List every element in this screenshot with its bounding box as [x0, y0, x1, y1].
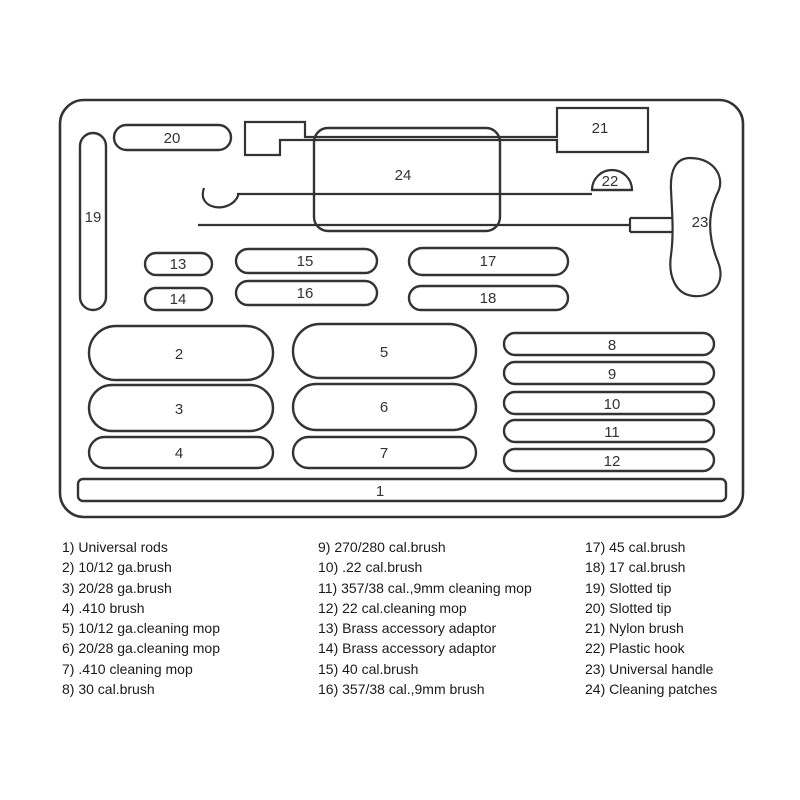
legend-item: 14) Brass accessory adaptor	[318, 640, 497, 657]
slot-16-number: 16	[296, 285, 314, 302]
legend-item: 8) 30 cal.brush	[62, 681, 155, 698]
slot-1-number: 1	[375, 483, 385, 500]
legend-column-1	[62, 537, 220, 699]
legend-item: 5) 10/12 ga.cleaning mop	[62, 620, 220, 637]
legend-item: 17) 45 cal.brush	[585, 539, 686, 555]
slot-19-number: 19	[84, 209, 102, 226]
legend-item: 1) Universal rods	[62, 539, 168, 555]
slot-7-number: 7	[379, 445, 389, 462]
legend-column-3	[585, 537, 717, 699]
slot-5-number: 5	[379, 344, 389, 361]
legend-item: 22) Plastic hook	[585, 640, 685, 657]
slot-23-number: 23	[691, 214, 709, 231]
slot-12-number: 12	[603, 453, 621, 470]
legend-item: 10) .22 cal.brush	[318, 559, 423, 576]
legend-item: 9) 270/280 cal.brush	[318, 539, 446, 555]
legend-item: 13) Brass accessory adaptor	[318, 620, 497, 637]
legend-item: 3) 20/28 ga.brush	[62, 579, 172, 596]
legend-item: 7) .410 cleaning mop	[62, 660, 193, 677]
slot-17-number: 17	[479, 253, 497, 270]
legend-item: 23) Universal handle	[585, 660, 714, 677]
slot-8-number: 8	[607, 337, 617, 354]
slot-10-number: 10	[603, 396, 621, 413]
slot-4-number: 4	[174, 445, 184, 462]
slot-9-number: 9	[607, 366, 617, 383]
legend-item: 6) 20/28 ga.cleaning mop	[62, 640, 220, 657]
slot-22-number: 22	[601, 173, 619, 190]
slot-20-number: 20	[163, 130, 181, 147]
legend-item: 15) 40 cal.brush	[318, 660, 419, 677]
slot-21-number: 21	[591, 120, 609, 137]
slot-11-number: 11	[604, 424, 620, 441]
legend-item: 21) Nylon brush	[585, 620, 684, 637]
legend-column-2	[318, 537, 532, 699]
slot-1	[78, 479, 726, 501]
slot-13-number: 13	[169, 256, 187, 273]
slot-2-number: 2	[174, 346, 184, 363]
slot-3-number: 3	[174, 401, 184, 418]
legend-item: 24) Cleaning patches	[585, 681, 718, 698]
slot-18-number: 18	[479, 290, 497, 307]
legend-item: 16) 357/38 cal.,9mm brush	[318, 681, 485, 698]
legend-item: 11) 357/38 cal.,9mm cleaning mop	[318, 579, 532, 596]
slot-6-number: 6	[379, 399, 389, 416]
legend-item: 20) Slotted tip	[585, 599, 672, 616]
legend-item: 12) 22 cal.cleaning mop	[318, 599, 467, 616]
slot-24-number: 24	[394, 167, 412, 184]
legend-item: 18) 17 cal.brush	[585, 559, 686, 576]
legend-item: 19) Slotted tip	[585, 579, 672, 596]
legend-item: 4) .410 brush	[62, 599, 145, 616]
slot-14-number: 14	[169, 291, 187, 308]
legend-item: 2) 10/12 ga.brush	[62, 559, 172, 576]
slot-15-number: 15	[296, 253, 314, 270]
